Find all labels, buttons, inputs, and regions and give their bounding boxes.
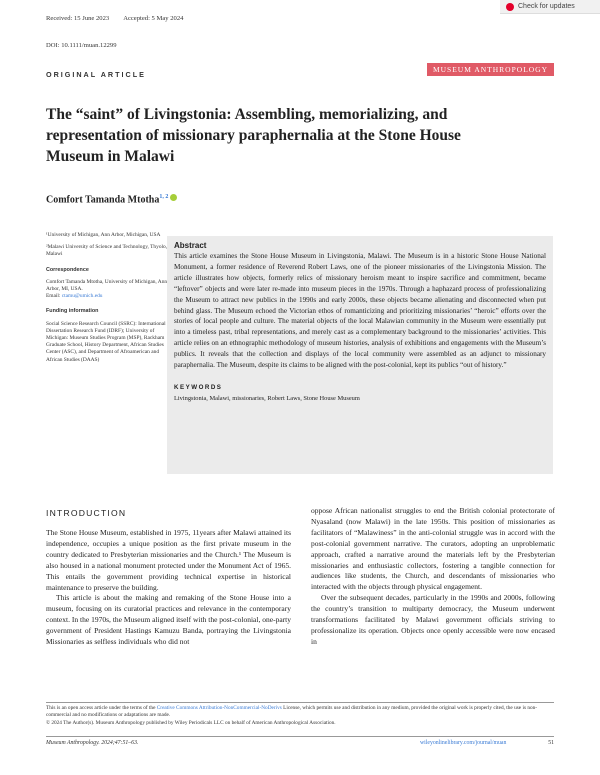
paragraph: The Stone House Museum, established in 1975, 11years after Malawi attained its independence, occupies a unique position as the first private museum in the country dedicated to Presbyterian missionaries and the Church.¹ The Museum is also housed in a national monument protected under the Monument Act of 1965. This entails the government providing technical expertise in historical maintenance to preserve the building.: [46, 528, 291, 592]
divider: [46, 736, 554, 737]
paragraph: Over the subsequent decades, particularly in the 1990s and 2000s, following the country’s transition to multiparty democracy, the Museum underwent transformations facilitated by Malawi government officials striving to professionalize its operation. Objects once openly accessible were now encased in: [311, 593, 555, 646]
affiliation-2: ²Malawi University of Science and Technology, Thyolo, Malawi: [46, 244, 168, 258]
abstract-heading: Abstract: [174, 241, 207, 250]
email-link[interactable]: ctamu@umich.edu: [61, 293, 103, 300]
correspondence-heading: Correspondence: [46, 266, 89, 273]
check-for-updates-badge[interactable]: [500, 0, 600, 14]
body-column-left: [46, 528, 291, 648]
abstract-box: [167, 236, 553, 474]
license-text-end: License, which permits use and distribution in any medium, provided the original work is properly cited, the use is non-commercial and no modifications or adaptations are made.: [46, 705, 538, 719]
divider: [46, 702, 554, 703]
author-name[interactable]: Comfort Tamanda Mtotha: [46, 194, 160, 206]
paragraph: This article is about the making and remaking of the Stone House into a museum, focusing on its curatorial practices and relevance in the contemporary context. In the 1970s, the Museum aligned itself with the post-colonial, one-party government of President Hastings Kamuzu Banda, portraying the Livingstonia Missionaries as selfless individuals who did not: [46, 593, 291, 647]
affiliation-1: ¹University of Michigan, Ann Arbor, Michigan, USA: [46, 232, 161, 238]
journal-url-link[interactable]: wileyonlinelibrary.com/journal/muan: [420, 740, 507, 746]
footer-right: [420, 740, 554, 746]
journal-badge: MUSEUM ANTHROPOLOGY: [427, 63, 554, 76]
footer-citation: Museum Anthropology. 2024;47:51–63.: [46, 740, 139, 746]
correspondence-text: Comfort Tamanda Mtotha, University of Michigan, Ann Arbor, MI, USA.: [46, 278, 168, 293]
article-dates: [46, 15, 546, 22]
author-affiliation-sup[interactable]: 1, 2: [159, 194, 169, 200]
accepted-date: Accepted: 5 May 2024: [123, 15, 184, 22]
check-for-updates-label: Check for updates: [518, 3, 575, 10]
email-label: Email:: [46, 293, 62, 300]
license-link[interactable]: Creative Commons Attribution-NonCommercial-NoDerivs: [156, 705, 282, 711]
license-text-start: This is an open access article under the terms of the: [46, 705, 157, 711]
introduction-heading: INTRODUCTION: [46, 508, 127, 518]
received-date: Received: 15 June 2023: [46, 15, 110, 22]
keywords-heading: KEYWORDS: [174, 383, 223, 391]
article-type-label: ORIGINAL ARTICLE: [46, 70, 146, 79]
correspondence-block: [46, 279, 176, 301]
keywords-text: Livingstonia, Malawi, missionaries, Robert Laws, Stone House Museum: [174, 394, 360, 402]
paragraph: oppose African nationalist struggles to end the British colonial protectorate of Nyasaland (now Malawi) in the late 1950s. This position of missionaries as facilitators of “Malawiness” in the anti-colonial struggle was in accord with the post-colonial government narrative. The curators, adopting an unproblematic approach, crafted a narrative around the materials left by the Presbyterian missionaries and enthusiastic collectors, fostering a tangible connection for audiences like students, the Church, and descendants of missionaries who interacted with the objects through physical engagement.: [311, 506, 555, 592]
copyright-line: © 2024 The Author(s). Museum Anthropology published by Wiley Periodicals LLC on behalf of American Anthropological Association.: [46, 719, 336, 726]
page-number: 51: [548, 740, 554, 746]
orcid-icon[interactable]: [170, 194, 177, 201]
funding-text: Social Science Research Council (SSRC): International Dissertation Research Fund (IDRF); University of Michigan: Museum Studies Program (MSP), Rackham Graduate School, History Department, African Studies Center (ASC), and Department of Afroamerican and African Studies (DAAS): [46, 320, 166, 363]
doi[interactable]: DOI: 10.1111/muan.12299: [46, 42, 117, 49]
license-notice: [46, 705, 554, 727]
crossmark-icon: [506, 3, 514, 11]
funding-heading: Funding information: [46, 308, 99, 315]
author-line: [46, 194, 177, 205]
article-title: The “saint” of Livingstonia: Assembling, memorializing, and representation of missionary paraphernalia at the Stone House Museum in Malawi: [46, 106, 461, 165]
body-column-right: [311, 506, 555, 648]
abstract-text: This article examines the Stone House Museum in Livingstonia, Malawi. The Museum is in a historic Stone House National Monument, a former residence of Reverend Robert Laws, one of the pioneer missionaries of the Livingstonia Mission. The article illustrates how objects, formerly relics of missionary heroism meant to inspire sacrifice and commitment, became “leftover” objects and were later re-made into museum pieces in the 1970s. Through a haphazard process of professionalizing the Museum to attract new publics in the 1990s and early 2000s, these objects became alienating and disconnected when put behind glass. The Museum echoed the Victorian ethos of romanticizing and prioritizing missionaries’ “heroic” efforts over the stories of local people and culture. The material objects of the local Malawian community in the Museum were essentially put into a timeless past, tribal representations, and merely cast as a complementary background to the missionaries’ activities. This article relies on an ethnographic methodology of museum histories, analysis of exhibitions and engagements with the Museum’s publics. It reveals that the collection and displays of the local community were assembled as an adjunct to missionary paraphernalia. The Museum, despite its claims to be aligned with the post-colonial, kept its publics “out of history.”: [174, 252, 546, 370]
affiliations-sidebar: [46, 232, 176, 369]
